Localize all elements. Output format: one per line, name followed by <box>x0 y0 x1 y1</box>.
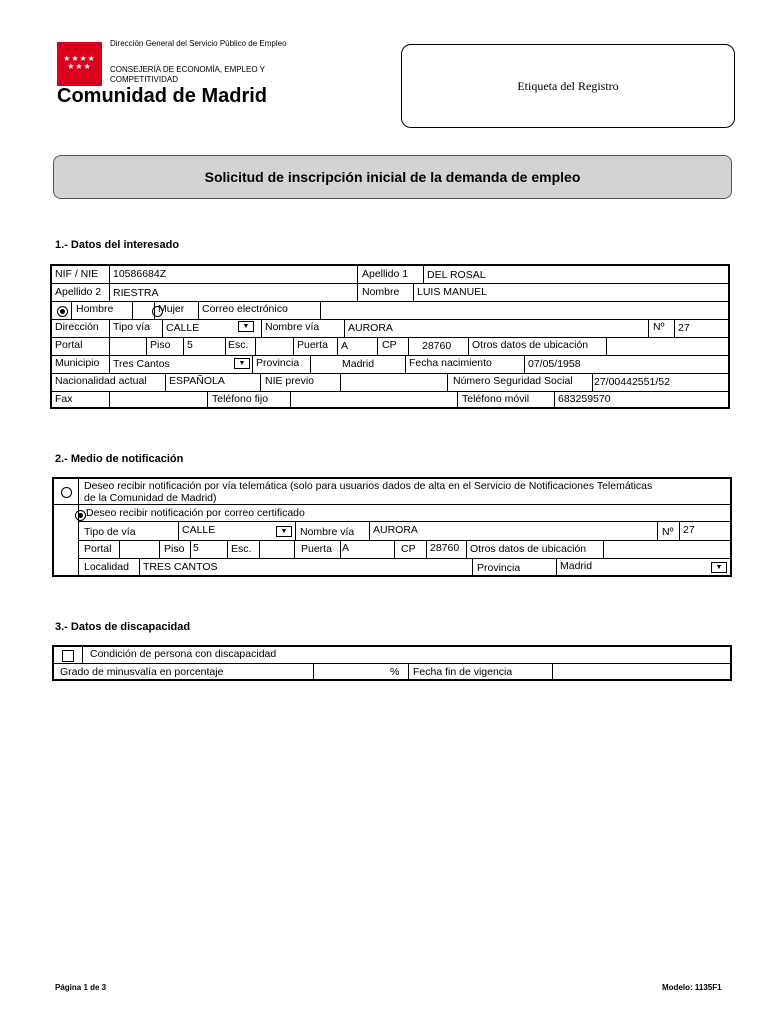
n-localidad-label: Localidad <box>84 561 129 573</box>
cp-label: CP <box>382 339 397 351</box>
etiqueta-registro-label: Etiqueta del Registro <box>517 78 619 93</box>
provincia-field[interactable]: Madrid <box>342 358 375 370</box>
n-portal-label: Portal <box>84 543 112 555</box>
n-nombre-via-label: Nombre vía <box>300 526 355 538</box>
n-provincia-value: Madrid <box>560 560 593 572</box>
modelo-footer: Modelo: 1135F1 <box>662 983 722 992</box>
telefono-movil-field[interactable]: 683259570 <box>558 393 611 405</box>
n-tipo-via-dropdown-icon[interactable]: ▼ <box>276 526 292 537</box>
medio-notificacion-form <box>52 477 732 577</box>
n-tipo-via-label: Tipo de vía <box>84 526 136 538</box>
num-label: Nº <box>653 321 665 333</box>
condicion-discapacidad-label: Condición de persona con discapacidad <box>90 648 277 660</box>
n-piso-field[interactable]: 5 <box>193 542 199 554</box>
puerta-label: Puerta <box>297 339 328 351</box>
piso-label: Piso <box>150 339 171 351</box>
nss-label: Número Seguridad Social <box>453 375 573 387</box>
logo-stars: ★★★★ ★★★ <box>63 54 96 71</box>
n-puerta-field[interactable]: A <box>342 542 350 554</box>
municipio-value: Tres Cantos <box>113 358 170 370</box>
nombre-via-label: Nombre vía <box>265 321 320 333</box>
n-esc-label: Esc. <box>231 543 252 555</box>
tipo-via-value: CALLE <box>166 322 200 334</box>
consejeria-line-2: COMPETITIVIDAD <box>110 75 179 84</box>
nacionalidad-label: Nacionalidad actual <box>55 375 147 387</box>
opcion-telematica-line-2: de la Comunidad de Madrid) <box>84 492 217 504</box>
tipo-via-label: Tipo vía <box>113 321 150 333</box>
otros-datos-label: Otros datos de ubicación <box>472 339 589 351</box>
municipio-label: Municipio <box>55 357 100 369</box>
checkbox-discapacidad[interactable] <box>62 650 74 662</box>
nie-previo-label: NIE previo <box>265 375 315 387</box>
nombre-label: Nombre <box>362 286 400 298</box>
nombre-field[interactable]: LUIS MANUEL <box>417 286 488 298</box>
radio-hombre[interactable] <box>57 306 68 317</box>
porcentaje-symbol: % <box>390 666 400 678</box>
fecha-nacimiento-label: Fecha nacimiento <box>409 357 492 369</box>
tipo-via-dropdown-icon[interactable]: ▼ <box>238 321 254 332</box>
telefono-movil-label: Teléfono móvil <box>462 393 530 405</box>
consejeria-line-1: CONSEJERÍA DE ECONOMÍA, EMPLEO Y <box>110 65 265 74</box>
section-3-title: 3.- Datos de discapacidad <box>55 621 191 633</box>
grado-minusvalia-label: Grado de minusvalía en porcentaje <box>60 666 224 678</box>
correo-label: Correo electrónico <box>202 303 288 315</box>
n-puerta-label: Puerta <box>301 543 332 555</box>
n-num-field[interactable]: 27 <box>683 524 695 536</box>
mujer-label: Mujer <box>158 303 185 315</box>
apellido2-field[interactable]: RIESTRA <box>113 287 159 299</box>
nif-label: NIF / NIE <box>55 268 99 280</box>
n-localidad-field[interactable]: TRES CANTOS <box>143 561 218 573</box>
apellido1-label: Apellido 1 <box>362 268 409 280</box>
n-otros-datos-label: Otros datos de ubicación <box>470 543 587 555</box>
portal-label: Portal <box>55 339 83 351</box>
nacionalidad-field[interactable]: ESPAÑOLA <box>169 375 225 387</box>
num-field[interactable]: 27 <box>678 322 690 334</box>
section-1-title: 1.- Datos del interesado <box>55 239 180 251</box>
nss-field[interactable]: 27/00442551/52 <box>594 376 670 388</box>
datos-interesado-form <box>50 264 730 409</box>
fecha-fin-vigencia-label: Fecha fin de vigencia <box>413 666 513 678</box>
discapacidad-form <box>52 645 732 681</box>
opcion-correo-label: Deseo recibir notificación por correo certificado <box>86 507 305 519</box>
comunidad-title: Comunidad de Madrid <box>57 85 267 107</box>
nif-field[interactable]: 10586684Z <box>113 268 167 280</box>
radio-notificacion-correo[interactable] <box>75 510 86 521</box>
opcion-telematica-line-1: Deseo recibir notificación por vía telemática (solo para usuarios dados de alta en el Servicio de Notificaciones Telemáticas <box>84 480 653 492</box>
nombre-via-field[interactable]: AURORA <box>348 322 393 334</box>
form-title-box <box>53 155 732 199</box>
n-cp-field[interactable]: 28760 <box>430 542 460 554</box>
section-2-title: 2.- Medio de notificación <box>55 453 184 465</box>
form-title: Solicitud de inscripción inicial de la demanda de empleo <box>204 169 581 185</box>
direccion-general-text: Dirección General del Servicio Público de Empleo <box>110 39 287 48</box>
etiqueta-registro-box <box>401 44 735 128</box>
n-provincia-dropdown-icon[interactable]: ▼ <box>711 562 727 573</box>
fecha-nacimiento-field[interactable]: 07/05/1958 <box>528 358 581 370</box>
n-cp-label: CP <box>401 543 416 555</box>
n-num-label: Nº <box>662 526 674 538</box>
n-tipo-via-value: CALLE <box>182 524 216 536</box>
municipio-dropdown-icon[interactable]: ▼ <box>234 358 250 369</box>
n-provincia-label: Provincia <box>477 562 521 574</box>
piso-field[interactable]: 5 <box>187 339 193 351</box>
provincia-label: Provincia <box>256 357 300 369</box>
puerta-field[interactable]: A <box>341 340 349 352</box>
direccion-label: Dirección <box>55 321 99 333</box>
apellido1-field[interactable]: DEL ROSAL <box>427 269 486 281</box>
fax-label: Fax <box>55 393 73 405</box>
apellido2-label: Apellido 2 <box>55 286 102 298</box>
cp-field[interactable]: 28760 <box>422 340 452 352</box>
esc-label: Esc. <box>228 339 249 351</box>
telefono-fijo-label: Teléfono fijo <box>212 393 269 405</box>
radio-notificacion-telematica[interactable] <box>61 487 72 498</box>
comunidad-madrid-logo <box>57 42 102 86</box>
hombre-label: Hombre <box>76 303 114 315</box>
n-piso-label: Piso <box>164 543 185 555</box>
pagina-footer: Página 1 de 3 <box>55 983 107 992</box>
n-nombre-via-field[interactable]: AURORA <box>373 524 418 536</box>
